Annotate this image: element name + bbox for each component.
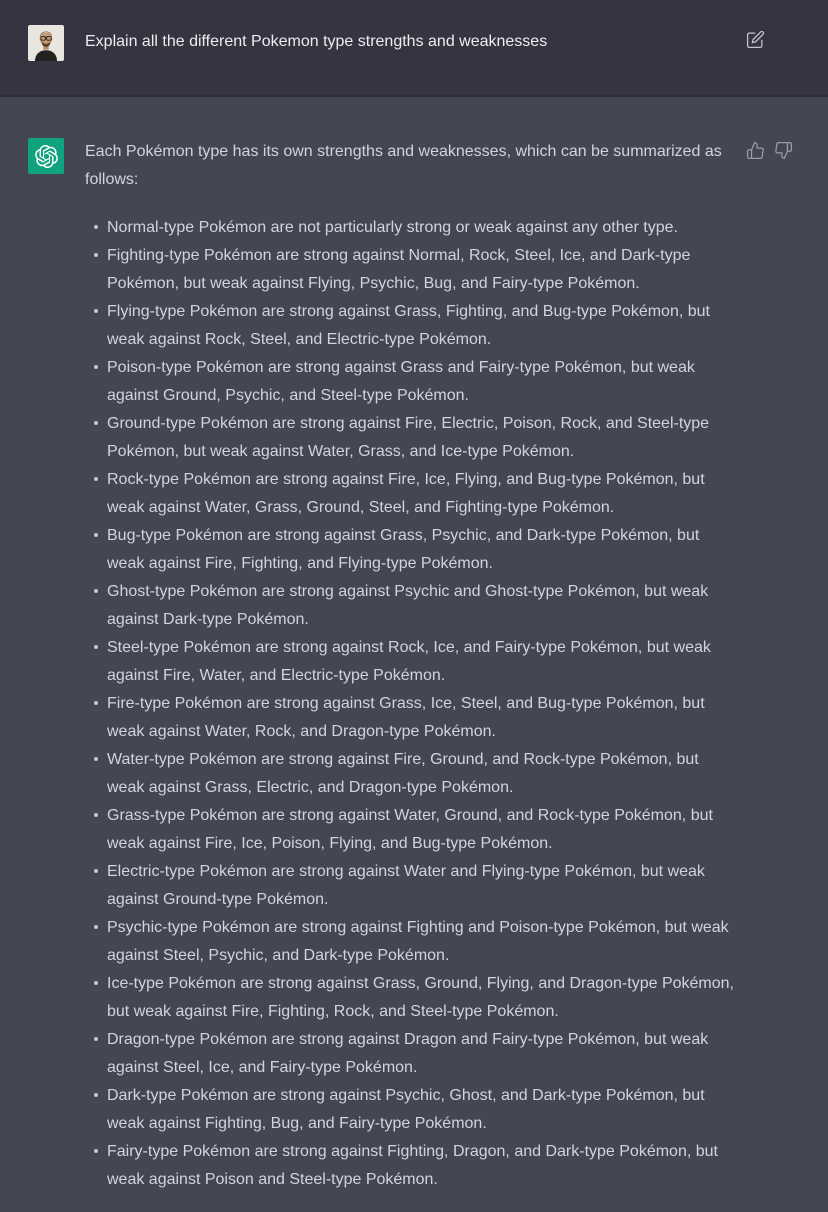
list-item-text: Dark-type Pokémon are strong against Psychic, Ghost, and Dark-type Pokémon, but weak against Fighting, Bug, and Fairy-type Pokémon. xyxy=(107,1087,705,1132)
list-item-text: Grass-type Pokémon are strong against Water, Ground, and Rock-type Pokémon, but weak against Fire, Ice, Poison, Flying, and Bug-type Pokémon. xyxy=(107,807,713,852)
list-item xyxy=(94,1138,737,1194)
bullet-icon xyxy=(94,981,98,985)
bullet-icon xyxy=(94,309,98,313)
user-message-text: Explain all the different Pokemon type strengths and weaknesses xyxy=(85,33,548,50)
list-item-text: Psychic-type Pokémon are strong against Fighting and Poison-type Pokémon, but weak against Steel, Psychic, and Dark-type Pokémon. xyxy=(107,919,729,964)
thumbs-down-button[interactable] xyxy=(774,141,793,160)
list-item xyxy=(94,298,737,354)
bullet-icon xyxy=(94,1037,98,1041)
thumbs-up-button[interactable] xyxy=(746,141,765,160)
bullet-icon xyxy=(94,253,98,257)
list-item-text: Flying-type Pokémon are strong against Grass, Fighting, and Bug-type Pokémon, but weak against Rock, Steel, and Electric-type Pokémon. xyxy=(107,303,710,348)
list-item-text: Rock-type Pokémon are strong against Fire, Ice, Flying, and Bug-type Pokémon, but weak against Water, Grass, Ground, Steel, and Fighting-type Pokémon. xyxy=(107,471,705,516)
assistant-intro-text: Each Pokémon type has its own strengths and weaknesses, which can be summarized as follows: xyxy=(85,143,722,188)
list-item xyxy=(94,522,737,578)
list-item xyxy=(94,1026,737,1082)
list-item xyxy=(94,1082,737,1138)
bullet-icon xyxy=(94,701,98,705)
type-list xyxy=(85,214,737,1194)
assistant-avatar xyxy=(28,138,64,174)
list-item-text: Fairy-type Pokémon are strong against Fighting, Dragon, and Dark-type Pokémon, but weak against Poison and Steel-type Pokémon. xyxy=(107,1143,718,1188)
user-avatar-image xyxy=(28,25,64,61)
list-item xyxy=(94,914,737,970)
bullet-icon xyxy=(94,477,98,481)
list-item-text: Normal-type Pokémon are not particularly strong or weak against any other type. xyxy=(107,219,678,236)
list-item xyxy=(94,214,737,242)
list-item-text: Fighting-type Pokémon are strong against Normal, Rock, Steel, Ice, and Dark-type Pokémon, but weak against Flying, Psychic, Bug, and Fairy-type Pokémon. xyxy=(107,247,691,292)
list-item-text: Ice-type Pokémon are strong against Grass, Ground, Flying, and Dragon-type Pokémon, but weak against Fire, Fighting, Rock, and Steel-type Pokémon. xyxy=(107,975,734,1020)
chatgpt-logo xyxy=(28,138,64,174)
bullet-icon xyxy=(94,365,98,369)
list-item-text: Dragon-type Pokémon are strong against Dragon and Fairy-type Pokémon, but weak against Steel, Ice, and Fairy-type Pokémon. xyxy=(107,1031,709,1076)
openai-flower-icon xyxy=(35,145,58,168)
list-item-text: Ghost-type Pokémon are strong against Psychic and Ghost-type Pokémon, but weak against Dark-type Pokémon. xyxy=(107,583,709,628)
list-item-text: Electric-type Pokémon are strong against Water and Flying-type Pokémon, but weak against Ground-type Pokémon. xyxy=(107,863,705,908)
list-item xyxy=(94,634,737,690)
list-item xyxy=(94,746,737,802)
list-item xyxy=(94,858,737,914)
edit-message-button[interactable] xyxy=(746,30,765,49)
list-item xyxy=(94,242,737,298)
list-item-text: Bug-type Pokémon are strong against Grass, Psychic, and Dark-type Pokémon, but weak against Fire, Fighting, and Flying-type Pokémon. xyxy=(107,527,700,572)
list-item xyxy=(94,802,737,858)
bullet-icon xyxy=(94,757,98,761)
list-item xyxy=(94,466,737,522)
bullet-icon xyxy=(94,421,98,425)
list-item xyxy=(94,690,737,746)
bullet-icon xyxy=(94,925,98,929)
bullet-icon xyxy=(94,225,98,229)
list-item-text: Ground-type Pokémon are strong against Fire, Electric, Poison, Rock, and Steel-type Pokémon, but weak against Water, Grass, and Ice-type Pokémon. xyxy=(107,415,710,460)
user-avatar xyxy=(28,25,64,61)
bullet-icon xyxy=(94,869,98,873)
bullet-icon xyxy=(94,813,98,817)
bullet-icon xyxy=(94,1093,98,1097)
list-item-text: Steel-type Pokémon are strong against Rock, Ice, and Fairy-type Pokémon, but weak against Fire, Water, and Electric-type Pokémon. xyxy=(107,639,711,684)
bullet-icon xyxy=(94,589,98,593)
assistant-message-actions xyxy=(746,138,793,160)
thumbs-down-icon xyxy=(774,141,793,160)
user-message-row xyxy=(0,0,828,97)
list-item-text: Water-type Pokémon are strong against Fire, Ground, and Rock-type Pokémon, but weak against Grass, Electric, and Dragon-type Pokémon. xyxy=(107,751,699,796)
list-item-text: Poison-type Pokémon are strong against Grass and Fairy-type Pokémon, but weak against Ground, Psychic, and Steel-type Pokémon. xyxy=(107,359,695,404)
assistant-message-body xyxy=(85,138,737,1194)
bullet-icon xyxy=(94,1149,98,1153)
list-item xyxy=(94,354,737,410)
bullet-icon xyxy=(94,533,98,537)
assistant-message-row xyxy=(0,97,828,1212)
user-message-actions xyxy=(746,25,765,49)
list-item xyxy=(94,410,737,466)
list-item-text: Fire-type Pokémon are strong against Grass, Ice, Steel, and Bug-type Pokémon, but weak against Water, Rock, and Dragon-type Pokémon. xyxy=(107,695,705,740)
bullet-icon xyxy=(94,645,98,649)
list-item xyxy=(94,970,737,1026)
list-item xyxy=(94,578,737,634)
edit-icon xyxy=(746,30,765,49)
thumbs-up-icon xyxy=(746,141,765,160)
